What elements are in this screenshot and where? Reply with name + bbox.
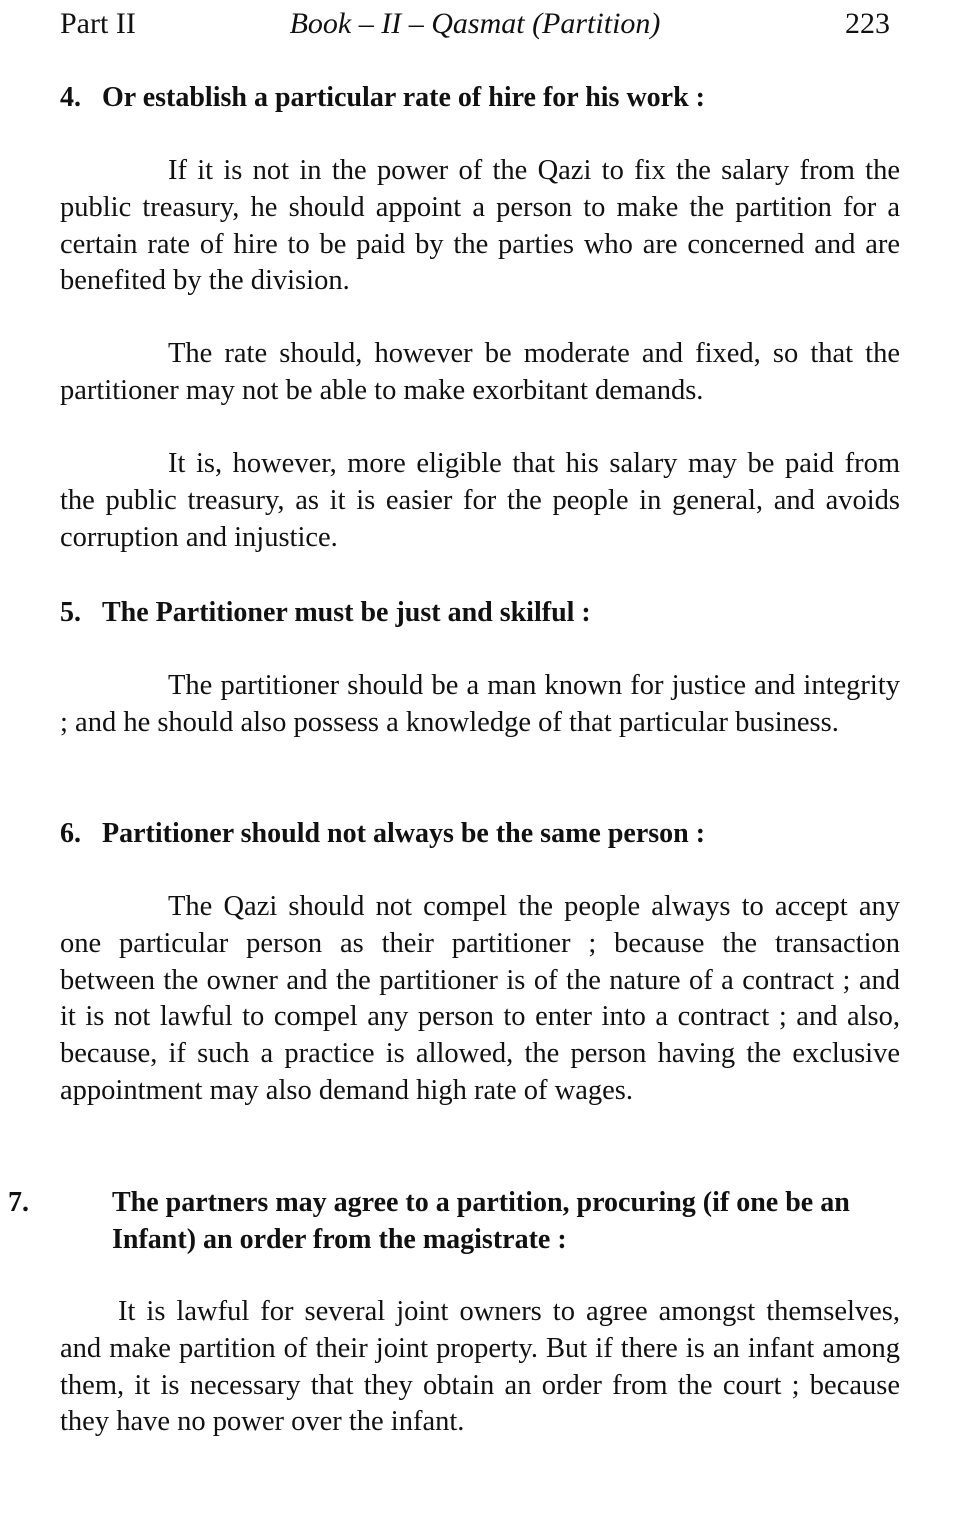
page-number: 223 <box>845 7 890 40</box>
section-title: Or establish a particular rate of hire for his work : <box>102 82 705 113</box>
section-number: 5. <box>60 597 81 628</box>
body-paragraph: The rate should, however be moderate and fixed, so that the partitioner may not be able to make exorbitant demands. <box>60 338 900 406</box>
section-title: The Partitioner must be just and skilful : <box>102 597 591 628</box>
body-paragraph: The partitioner should be a man known for justice and integrity ; and he should also possess a knowledge of that particular business. <box>60 670 900 738</box>
running-header <box>60 4 890 44</box>
section-number: 4. <box>60 82 81 113</box>
section-heading <box>60 594 900 631</box>
body-paragraph: The Qazi should not compel the people always to accept any one particular person as their partitioner ; because the transaction between the owner and the partitioner is of the nature of a contract ; and it is not lawful to compel any person to enter into a contract ; and also, because, if such a practice is allowed, the person having the exclusive appointment may also demand high rate of wages. <box>60 891 900 1106</box>
section-heading <box>60 79 900 116</box>
part-label: Part II <box>60 7 136 40</box>
section-number: 6. <box>60 818 81 849</box>
section-number: 7. <box>8 1187 29 1218</box>
book-title: Book – II – Qasmat (Partition) <box>289 7 661 40</box>
body-paragraph: It is lawful for several joint owners to agree amongst themselves, and make partition of their joint property. But if there is an infant among them, it is necessary that they obtain an order from the court ; because they have no power over the infant. <box>60 1296 900 1438</box>
section-heading <box>8 1184 900 1258</box>
section-title: The partners may agree to a partition, procuring (if one be an Infant) an order from the magistrate : <box>112 1187 850 1255</box>
body-paragraph: If it is not in the power of the Qazi to fix the salary from the public treasury, he should appoint a person to make the partition for a certain rate of hire to be paid by the parties who are concerned and are benefited by the division. <box>60 155 900 297</box>
section-heading <box>60 815 900 852</box>
section-title: Partitioner should not always be the same person : <box>102 818 706 849</box>
body-paragraph: It is, however, more eligible that his salary may be paid from the public treasury, as it is easier for the people in general, and avoids corruption and injustice. <box>60 448 900 553</box>
